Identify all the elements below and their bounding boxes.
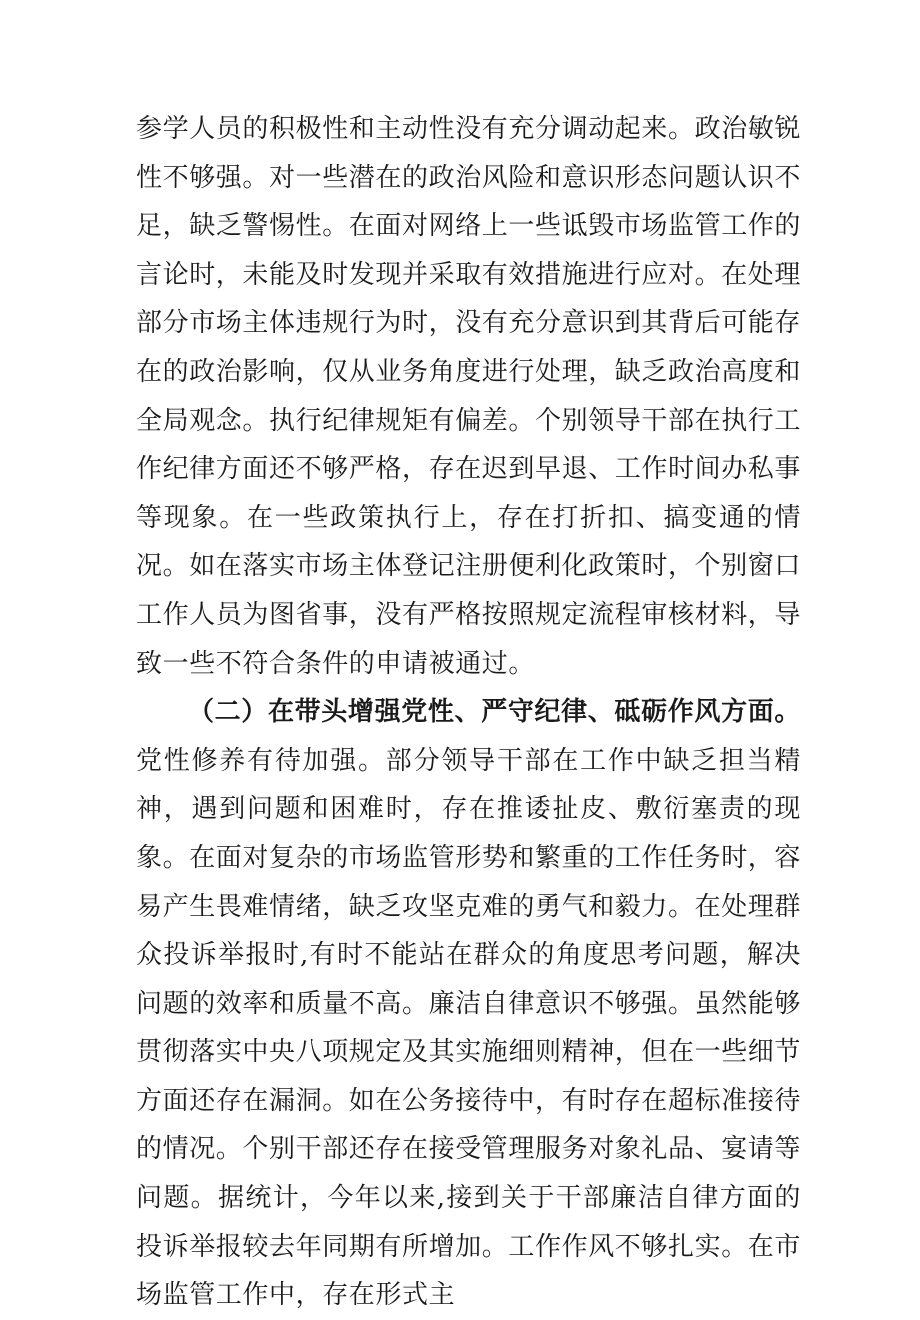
section-body-text: 党性修养有待加强。部分领导干部在工作中缺乏担当精神，遇到问题和困难时，存在推诿扯皮、敷衍塞责的现象。在面对复杂的市场监管形势和繁重的工作任务时，容易产生畏难情绪，缺乏攻坚克难的勇气和毅力。在处理群众投诉举报时,有时不能站在群众的角度思考问题，解决问题的效率和质量不高。廉洁自律意识不够强。虽然能够贯彻落实中央八项规定及其实施细则精神，但在一些细节方面还存在漏洞。如在公务接待中，有时存在超标准接待的情况。个别干部还存在接受管理服务对象礼品、宴请等问题。据统计，今年以来,接到关于干部廉洁自律方面的投诉举报较去年同期有所增加。工作作风不够扎实。在市场监管工作中，存在形式主 bbox=[136, 745, 802, 1311]
paragraph-party-spirit bbox=[136, 688, 801, 1320]
document-body bbox=[136, 105, 801, 1320]
paragraph-political-discipline: 参学人员的积极性和主动性没有充分调动起来。政治敏锐性不够强。对一些潜在的政治风险和意识形态问题认识不足，缺乏警惕性。在面对网络上一些诋毁市场监管工作的言论时，未能及时发现并采取有效措施进行应对。在处理部分市场主体违规行为时，没有充分意识到其背后可能存在的政治影响，仅从业务角度进行处理，缺乏政治高度和全局观念。执行纪律规矩有偏差。个别领导干部在执行工作纪律方面还不够严格，存在迟到早退、工作时间办私事等现象。在一些政策执行上，存在打折扣、搞变通的情况。如在落实市场主体登记注册便利化政策时，个别窗口工作人员为图省事，没有严格按照规定流程审核材料，导致一些不符合条件的申请被通过。 bbox=[136, 114, 802, 679]
section-heading: （二）在带头增强党性、严守纪律、砥砺作风方面。 bbox=[188, 697, 801, 728]
